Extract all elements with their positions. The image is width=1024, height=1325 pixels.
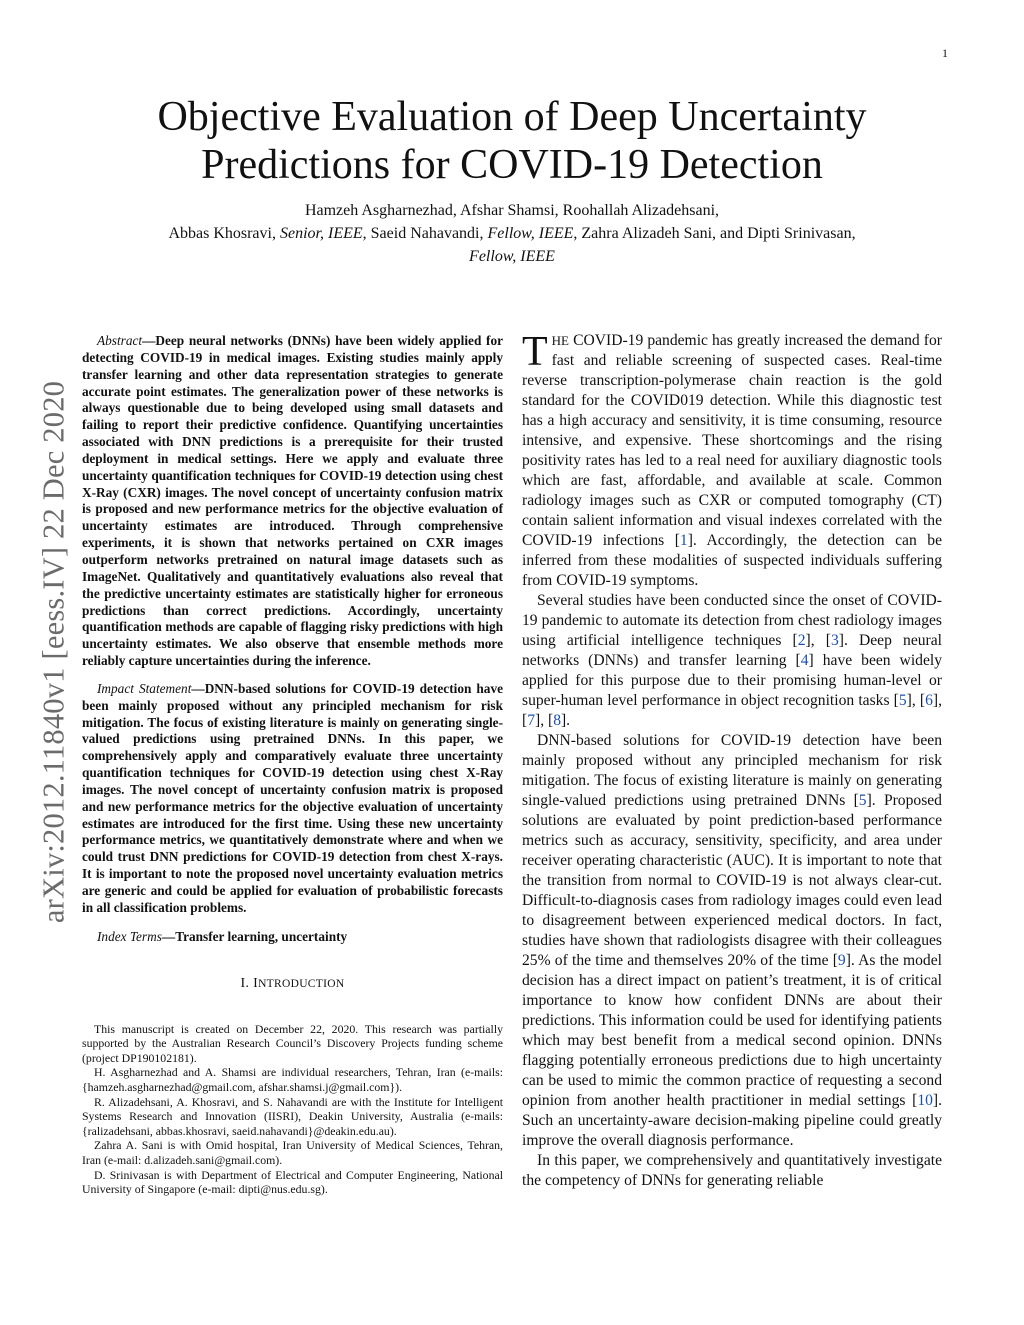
body-text: ]. Deep neural networks (DNNs) and transfer learning [: [522, 632, 942, 669]
right-column: [522, 331, 942, 1191]
author-text: , Zahra Alizadeh Sani, and Dipti Srinivasan,: [573, 225, 856, 242]
citation-link[interactable]: 7: [527, 712, 535, 729]
body-paragraph-4: In this paper, we comprehensively and quantitatively investigate the competency of DNNs for generating reliable: [522, 1152, 942, 1189]
footnote: R. Alizadehsani, A. Khosravi, and S. Nahavandi are with the Institute for Intelligent Systems Research and Innovation (IISRI), Deakin University, Australia (e-mails: {ralizadehsani, abbas.khosravi, saeid.nahavandi}@deakin.edu.au).: [82, 1094, 503, 1138]
left-column: [82, 333, 503, 1197]
footnotes: [82, 1022, 503, 1197]
body-text: ]. Such an uncertainty-aware decision-making pipeline could greatly improve the overall diagnosis performance.: [522, 1092, 942, 1149]
author-line-1: Hamzeh Asgharnezhad, Afshar Shamsi, Roohallah Alizadehsani,: [304, 202, 720, 219]
abstract: [82, 333, 503, 670]
body-paragraph-1: [522, 331, 942, 591]
index-terms: [82, 928, 503, 945]
footnote: Zahra A. Sani is with Omid hospital, Iran University of Medical Sciences, Tehran, Iran (e-mail: d.alizadeh.sani@gmail.com).: [82, 1138, 503, 1168]
citation-link[interactable]: 6: [925, 692, 933, 709]
author-line-2: [80, 222, 944, 245]
citation-link[interactable]: 5: [898, 692, 907, 709]
citation-link[interactable]: 4: [800, 652, 809, 669]
body-text: ], [: [805, 632, 831, 649]
author-affiliation: Senior, IEEE: [279, 225, 363, 242]
impact-label: Impact Statement: [97, 680, 192, 696]
citation-link[interactable]: 3: [830, 632, 839, 649]
section-number: I.: [240, 975, 254, 991]
citation-link[interactable]: 5: [858, 792, 867, 809]
abstract-text: —Deep neural networks (DNNs) have been widely applied for detecting COVID-19 in medical images. Existing studies mainly apply transfer learning and other data representation strategies to generate accurate point estimates. The generalization power of these networks is always questionable due to being developed using small datasets and failing to report their predictive confidence. Quantifying uncertainties associated with DNN predictions is a prerequisite for their trusted deployment in medical settings. Here we apply and evaluate three uncertainty quantification techniques for COVID-19 detection using chest X-Ray (CXR) images. The novel concept of uncertainty confusion matrix is proposed and new performance metrics for the objective evaluation of uncertainty estimates are introduced. Through comprehensive experiments, it is shown that networks pertained on CXR images outperform networks pretrained on natural image datasets such as ImageNet. Qualitatively and quantitatively evaluations also reveal that the predictive uncertainty estimates are statistically higher for erroneous predictions than correct predictions. Accordingly, uncertainty quantification methods are capable of flagging risky predictions with high uncertainty estimates. We also observe that ensemble methods more reliably capture uncertainties during the inference.: [82, 333, 503, 669]
citation-link[interactable]: 2: [797, 632, 806, 649]
title-line-1: Objective Evaluation of Deep Uncertainty: [157, 94, 867, 140]
paper-title: [80, 93, 944, 189]
body-text: ], [: [906, 692, 926, 709]
impact-statement: [82, 681, 503, 917]
author-text: , Saeid Nahavandi,: [362, 225, 488, 242]
section-title-rest: NTRODUCTION: [258, 977, 345, 990]
author-line-3: [80, 245, 944, 268]
body-text: DNN-based solutions for COVID-19 detection have been mainly proposed without any principled mechanism for risk mitigation. The focus of existing literature is mainly on generating single-valued predictions using pretrained DNNs [: [522, 732, 942, 809]
body-text: ].: [560, 712, 571, 729]
section-heading-introduction: [82, 976, 503, 992]
author-text: Abbas Khosravi,: [168, 225, 280, 242]
citation-link[interactable]: 10: [917, 1092, 933, 1109]
citation-link[interactable]: 8: [553, 712, 561, 729]
drop-cap: T: [522, 329, 548, 375]
body-text: ] have been widely applied for this purpose due to their promising human-level or super-human level performance in object recognition tasks [: [522, 652, 943, 709]
footnote: H. Asgharnezhad and A. Shamsi are individual researchers, Tehran, Iran (e-mails: {hamzeh.asgharnezhad@gmail.com, afshar.shamsi.j@gmail.com}).: [82, 1065, 503, 1095]
footnote: D. Srinivasan is with Department of Electrical and Computer Engineering, National University of Singapore (e-mail: dipti@nus.edu.sg).: [82, 1167, 503, 1197]
body-text: ], [: [522, 692, 942, 729]
arxiv-stamp[interactable]: arXiv:2012.11840v1 [eess.IV] 22 Dec 2020: [36, 380, 71, 924]
index-terms-text: —Transfer learning, uncertainty: [161, 928, 348, 944]
page-number: 1: [942, 46, 948, 60]
author-affiliation: Fellow, IEEE: [487, 225, 574, 242]
smallcaps-lead: HE: [551, 333, 569, 348]
citation-link[interactable]: 9: [837, 952, 846, 969]
index-terms-label: Index Terms: [97, 928, 162, 944]
body-paragraph-3: [522, 731, 942, 1151]
footnote: This manuscript is created on December 22, 2020. This research was partially supported by the Australian Research Council’s Discovery Projects funding scheme (project DP190102181).: [82, 1021, 503, 1065]
body-text: ]. Accordingly, the detection can be inferred from these modalities of suspected individuals suffering from COVID-19 symptoms.: [522, 532, 942, 589]
body-text: COVID-19 pandemic has greatly increased the demand for fast and reliable screening of suspected cases. Real-time reverse transcription-polymerase chain reaction is the gold standard for the COVID019 detection. While this diagnostic test has a high accuracy and sensitivity, it is time consuming, resource intensive, and expensive. These shortcomings and the rising positivity rates has led to a real need for auxiliary diagnostic tools which are fast, affordable, and available at scale. Common radiology images such as CXR or computed tomography (CT) contain salient information and visual indexes correlated with the COVID-19 infections [: [522, 332, 942, 549]
section-title-initial: I: [253, 975, 259, 991]
citation-link[interactable]: 1: [679, 532, 688, 549]
title-line-2: Predictions for COVID-19 Detection: [201, 142, 823, 188]
body-text: ]. Proposed solutions are evaluated by point prediction-based performance metrics such as accuracy, sensitivity, specificity, and area under receiver operating characteristic (AUC). It is important to note that the transition from normal to COVID-19 is not always clear-cut. Difficult-to-diagnosis cases from radiology images could even lead to disagreement between experienced medical doctors. In fact, studies have shown that radiologists disagree with their colleagues 25% of the time and themselves 20% of the time [: [522, 792, 942, 969]
body-text: Several studies have been conducted since the onset of COVID-19 pandemic to automate its detection from chest radiology images using artificial intelligence techniques [: [522, 592, 942, 649]
paper-header: [80, 93, 944, 268]
body-paragraph-2: [522, 591, 942, 731]
author-affiliation: Fellow, IEEE: [469, 248, 555, 265]
author-list: [80, 199, 944, 268]
body-text: ]. As the model decision has a direct impact on patient’s treatment, it is of critical importance to know how confident DNNs are about their predictions. This information could be used for identifying patients which may best benefit from a medical second opinion. DNNs flagging potentially erroneous predictions due to high uncertainty can be used to mimic the common practice of requesting a second opinion from another health practitioner in medial settings [: [522, 952, 942, 1109]
body-text: ], [: [535, 712, 554, 729]
impact-text: —DNN-based solutions for COVID-19 detection have been mainly proposed without any principled mechanism for risk mitigation. The focus of existing literature is mainly on generating single-valued predictions using pretrained DNNs. In this paper, we comprehensively apply and comparatively evaluate three uncertainty quantification techniques for COVID-19 detection using chest X-Ray images. The novel concept of uncertainty confusion matrix is proposed and new performance metrics for the objective evaluation of uncertainty estimates are introduced for the first time. Using these new uncertainty performance metrics, we quantitatively demonstrate where and when we could trust DNN predictions for COVID-19 detection from chest X-rays. It is important to note the proposed novel uncertainty evaluation metrics are generic and could be applied for evaluation of probabilistic forecasts in all classification problems.: [82, 680, 503, 915]
abstract-label: Abstract: [97, 333, 143, 348]
